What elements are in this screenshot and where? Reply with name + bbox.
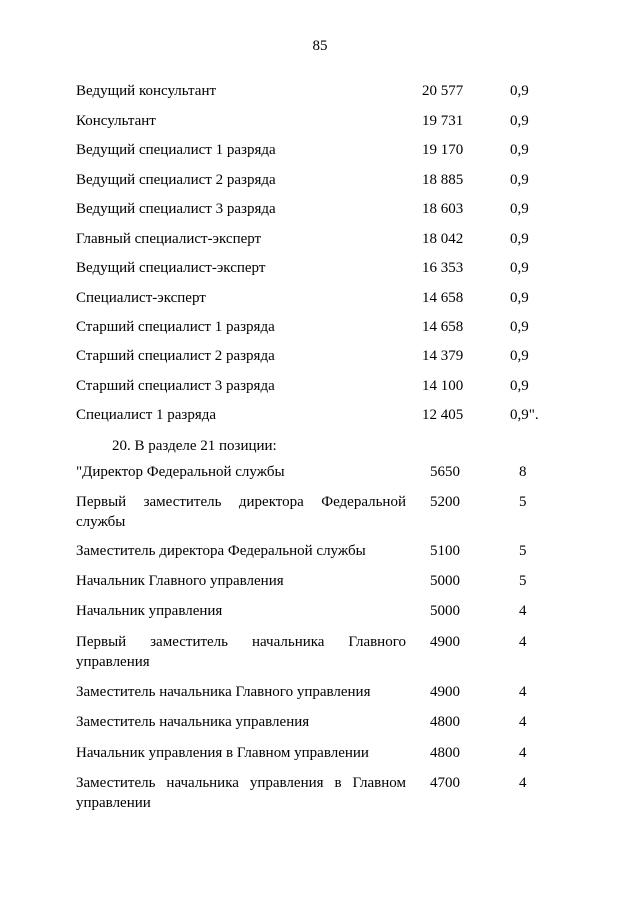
- salary-value: 5000: [430, 603, 460, 619]
- salary-value: 18 042: [422, 231, 464, 247]
- position-name: Ведущий специалист-эксперт: [76, 260, 266, 276]
- position-name: Ведущий консультант: [76, 83, 217, 99]
- salary-value: 20 577: [422, 83, 464, 99]
- salary-value: 4700: [430, 775, 460, 791]
- coefficient-value: 0,9".: [510, 407, 539, 423]
- salary-value: 14 658: [422, 319, 464, 335]
- coefficient-value: 0,9: [510, 260, 529, 276]
- count-value: 5: [519, 543, 527, 559]
- position-name: "Директор Федеральной службы: [76, 464, 285, 480]
- coefficient-value: 0,9: [510, 83, 529, 99]
- count-value: 5: [519, 494, 527, 510]
- salary-value: 18 603: [422, 201, 464, 217]
- position-name: Начальник Главного управления: [76, 573, 284, 589]
- count-value: 5: [519, 573, 527, 589]
- position-name: Заместитель начальника управления: [76, 714, 310, 730]
- position-name: Главный специалист-эксперт: [76, 231, 262, 247]
- salary-value: 5650: [430, 464, 460, 480]
- position-name: Специалист 1 разряда: [76, 407, 217, 423]
- position-name: Заместитель начальника Главного управления: [76, 684, 371, 700]
- coefficient-value: 0,9: [510, 142, 529, 158]
- position-name: Ведущий специалист 1 разряда: [76, 142, 276, 158]
- count-value: 4: [519, 684, 527, 700]
- coefficient-value: 0,9: [510, 290, 529, 306]
- position-name: Старший специалист 1 разряда: [76, 319, 275, 335]
- salary-value: 12 405: [422, 407, 464, 423]
- salary-value: 14 379: [422, 348, 464, 364]
- position-name: Первый заместитель начальника Главного управления: [76, 634, 406, 670]
- count-value: 4: [519, 714, 527, 730]
- coefficient-value: 0,9: [510, 113, 529, 129]
- count-value: 8: [519, 464, 527, 480]
- coefficient-value: 0,9: [510, 231, 529, 247]
- salary-value: 14 658: [422, 290, 464, 306]
- salary-value: 4800: [430, 714, 460, 730]
- count-value: 4: [519, 745, 527, 761]
- position-name: Специалист-эксперт: [76, 290, 206, 306]
- salary-value: 4900: [430, 684, 460, 700]
- coefficient-value: 0,9: [510, 378, 529, 394]
- salary-value: 16 353: [422, 260, 464, 276]
- coefficient-value: 0,9: [510, 201, 529, 217]
- position-name: Первый заместитель директора Федеральной службы: [76, 494, 406, 530]
- position-name: Старший специалист 2 разряда: [76, 348, 275, 364]
- position-name: Консультант: [76, 113, 156, 129]
- position-name: Начальник управления в Главном управлении: [76, 745, 369, 761]
- salary-value: 4900: [430, 634, 460, 650]
- salary-value: 19 731: [422, 113, 464, 129]
- salary-value: 5000: [430, 573, 460, 589]
- count-value: 4: [519, 634, 527, 650]
- salary-value: 5200: [430, 494, 460, 510]
- count-value: 4: [519, 775, 527, 791]
- section-heading: 20. В разделе 21 позиции:: [112, 438, 277, 454]
- salary-value: 19 170: [422, 142, 464, 158]
- salary-value: 4800: [430, 745, 460, 761]
- page-number: 85: [312, 38, 328, 54]
- salary-value: 18 885: [422, 172, 464, 188]
- position-name: Заместитель директора Федеральной службы: [76, 543, 366, 559]
- count-value: 4: [519, 603, 527, 619]
- salary-value: 14 100: [422, 378, 464, 394]
- position-name: Ведущий специалист 2 разряда: [76, 172, 276, 188]
- coefficient-value: 0,9: [510, 319, 529, 335]
- position-name: Ведущий специалист 3 разряда: [76, 201, 276, 217]
- position-name: Заместитель начальника управления в Главном управлении: [76, 775, 406, 811]
- coefficient-value: 0,9: [510, 348, 529, 364]
- coefficient-value: 0,9: [510, 172, 529, 188]
- position-name: Начальник управления: [76, 603, 223, 619]
- position-name: Старший специалист 3 разряда: [76, 378, 275, 394]
- salary-value: 5100: [430, 543, 460, 559]
